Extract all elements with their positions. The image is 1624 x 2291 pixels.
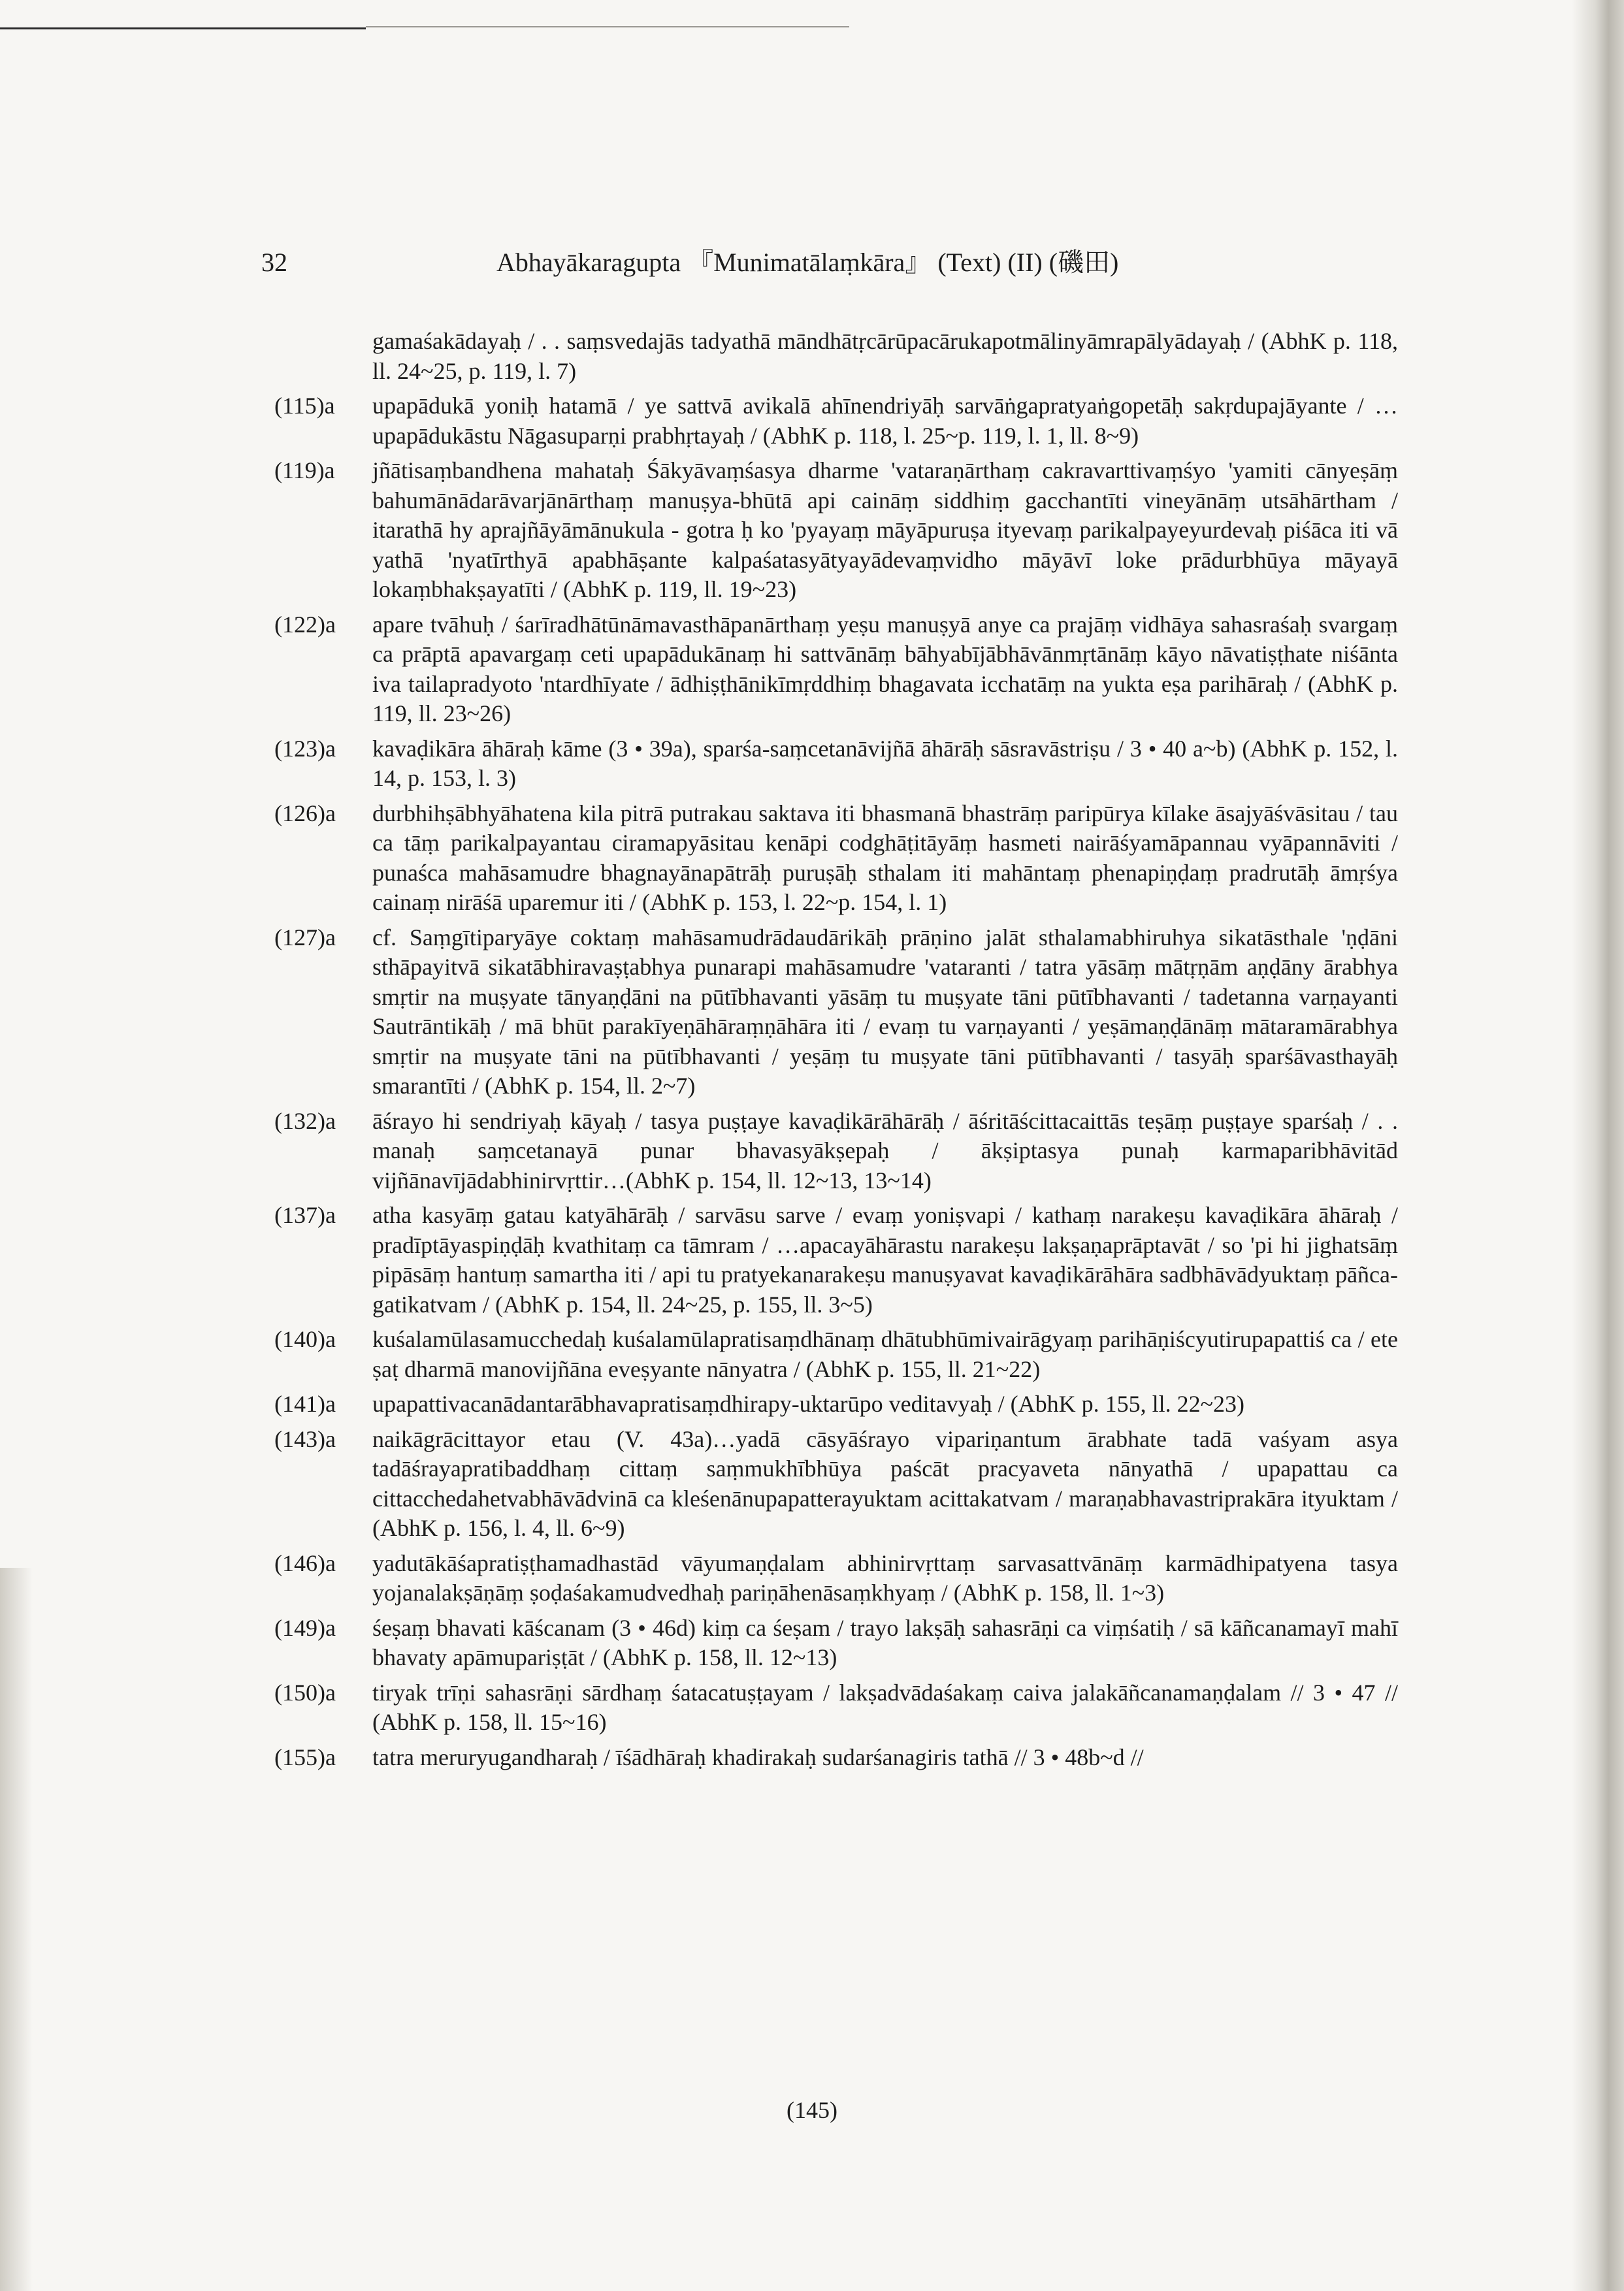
note-text: naikāgrācittayor etau (V. 43a)…yadā cāsyāśrayo vipariṇantum ārabhate tadā vaśyam asya tadāśrayapratibaddhaṃ cittaṃ saṃmukhībhūya paścāt pracyaveta nānyathā / upapattau ca cittacchedahetvabhāvādvinā ca kleśenānupapatterayuktam acittakatvam / maraṇabhavastriprakāra ityuktam / (AbhK p. 156, l. 4, ll. 6~9) xyxy=(372,1425,1398,1541)
note-text: durbhihṣābhyāhatena kila pitrā putrakau saktava iti bhasmanā bhastrāṃ paripūrya kīlake āsajyāśvāsitau / tau ca tāṃ parikalpayantau ciramapyāsitau kenāpi codghāṭitāyāṃ hasmeti nairāśyamāpannau vyāpannāviti / punaśca mahāsamudre bhagnayānapātrāḥ puruṣāḥ sthalam iti mahāntaṃ phenapiṇḍaṃ pradrutāḥ āmṛśya cainaṃ nirāśā uparemur iti / (AbhK p. 153, l. 22~p. 154, l. 1) xyxy=(372,800,1398,915)
notes-body xyxy=(274,327,1398,1778)
note-number: (137)a xyxy=(274,1202,336,1228)
note-text: atha kasyāṃ gatau katyāhārāḥ / sarvāsu sarve / evaṃ yoniṣvapi / kathaṃ narakeṣu kavaḍikāra āhāraḥ / pradīptāyaspiṇḍāḥ kvathitaṃ ca tāmram / …apacayāhārastu narakeṣu lakṣaṇaprāptavāt / so 'pi hi jighatsāṃ pipāsāṃ hantuṃ samartha iti / api tu pratyekanarakeṣu manuṣyavat kavaḍikārāhāra sadbhāvādyuktaṃ pāñca-gatikatvam / (AbhK p. 154, ll. 24~25, p. 155, ll. 3~5) xyxy=(372,1202,1398,1318)
top-rule xyxy=(0,27,366,29)
note-entry xyxy=(274,1425,1398,1544)
note-entry xyxy=(274,1549,1398,1608)
note-text: jñātisaṃbandhena mahataḥ Śākyāvaṃśasya dharme 'vataraṇārthaṃ cakravarttivaṃśyo 'yamiti cānyeṣāṃ bahumānādarāvarjānārthaṃ manuṣya-bhūtā api caināṃ siddhiṃ gacchantīti vineyānāṃ utsāhārtham / itarathā hy aprajñāyāmānukula - gotra ḥ ko 'pyayaṃ māyāpuruṣa ityevaṃ parikalpayeyurdevaḥ piśāca iti vā yathā 'nyatīrthyā apabhāṣante kalpaśatasyātyayādevaṃvidho māyāvī loke prādurbhūya māyayā lokaṃbhakṣayatīti / (AbhK p. 119, ll. 19~23) xyxy=(372,457,1398,602)
notes-list xyxy=(274,391,1398,1772)
note-number: (123)a xyxy=(274,735,336,762)
folio-number: (145) xyxy=(787,2097,837,2123)
note-text: upapattivacanādantarābhavapratisaṃdhirapy-uktarūpo veditavyaḥ / (AbhK p. 155, ll. 22~23) xyxy=(372,1391,1245,1417)
note-number: (132)a xyxy=(274,1107,336,1134)
note-number: (141)a xyxy=(274,1391,336,1417)
note-text: śeṣaṃ bhavati kāścanam (3 • 46d) kiṃ ca śeṣam / trayo lakṣāḥ sahasrāṇi ca viṃśatiḥ / sā kāñcanamayī mahī bhavaty apāmupariṣṭāt / (AbhK p. 158, ll. 12~13) xyxy=(372,1614,1398,1670)
note-entry xyxy=(274,456,1398,605)
note-entry xyxy=(274,1107,1398,1196)
note-entry xyxy=(274,1614,1398,1673)
running-title: Abhayākaragupta 『Munimatālaṃkāra』 (Text) (II) (磯田) xyxy=(496,248,1119,277)
note-entry xyxy=(274,799,1398,918)
note-number: (143)a xyxy=(274,1425,336,1452)
note-number: (155)a xyxy=(274,1744,336,1770)
note-text: kavaḍikāra āhāraḥ kāme (3 • 39a), sparśa-saṃcetanāvijñā āhārāḥ sāsravāstriṣu / 3 • 40 a~b) (AbhK p. 152, l. 14, p. 153, l. 3) xyxy=(372,735,1398,791)
note-entry xyxy=(274,1201,1398,1320)
note-text: tatra meruryugandharaḥ / īśādhāraḥ khadirakaḥ sudarśanagiris tathā // 3 • 48b~d // xyxy=(372,1744,1144,1770)
note-number: (122)a xyxy=(274,611,336,638)
note-number: (150)a xyxy=(274,1679,336,1706)
note-entry xyxy=(274,1325,1398,1384)
page-header xyxy=(261,243,1372,282)
note-text: cf. Saṃgītiparyāye coktaṃ mahāsamudrādaudārikāḥ prāṇino jalāt sthalamabhiruhya sikatāsthale 'ṇḍāni sthāpayitvā sikatābhiravaṣṭabhya punarapi mahāsamudre 'vataranti / tatra yāsāṃ mātṛṇām aṇḍāny ārabhya smṛtir na muṣyate tānyaṇḍāni na pūtībhavanti yāsāṃ tu muṣyate tāni pūtībhavanti / tadetanna varṇayanti Sautrāntikāḥ / mā bhūt parakīyeṇāhāraṃṇāhāra iti / evaṃ tu varṇayanti / yeṣāmaṇḍānāṃ mātaramārabhya smṛtir na muṣyate tāni na pūtībhavanti / yeṣāṃ tu muṣyate tāni pūtībhavanti / tasyāḥ sparśāvasthayāḥ smarantīti / (AbhK p. 154, ll. 2~7) xyxy=(372,924,1398,1099)
scan-shadow-left xyxy=(0,1568,33,2291)
continuation-paragraph xyxy=(274,327,1398,386)
note-text: tiryak trīṇi sahasrāṇi sārdhaṃ śatacatuṣṭayam / lakṣadvādaśakaṃ caiva jalakāñcanamaṇḍalam // 3 • 47 // (AbhK p. 158, ll. 15~16) xyxy=(372,1679,1398,1735)
note-entry xyxy=(274,1678,1398,1738)
note-entry xyxy=(274,734,1398,794)
note-number: (119)a xyxy=(274,457,335,483)
note-entry xyxy=(274,391,1398,451)
page-number: 32 xyxy=(261,248,287,277)
note-number: (115)a xyxy=(274,393,335,419)
note-entry xyxy=(274,923,1398,1101)
note-number: (146)a xyxy=(274,1550,336,1576)
note-text: kuśalamūlasamucchedaḥ kuśalamūlapratisaṃdhānaṃ dhātubhūmivairāgyaṃ parihāṇiścyutirupapattiś ca / ete ṣaṭ dharmā manovijñāna eveṣyante nānyatra / (AbhK p. 155, ll. 21~22) xyxy=(372,1326,1398,1382)
note-number: (126)a xyxy=(274,800,336,826)
top-rule-faint xyxy=(366,26,849,27)
continuation-text: gamaśakādayaḥ / . . saṃsvedajās tadyathā māndhātṛcārūpacārukapotmālinyāmrapālyādayaḥ / (AbhK p. 118, ll. 24~25, p. 119, l. 7) xyxy=(372,328,1398,384)
note-text: upapādukā yoniḥ hatamā / ye sattvā avikalā ahīnendriyāḥ sarvāṅgapratyaṅgopetāḥ sakṛdupajāyante / …upapādukāstu Nāgasuparṇi prabhṛtayaḥ / (AbhK p. 118, l. 25~p. 119, l. 1, ll. 8~9) xyxy=(372,393,1398,449)
note-entry xyxy=(274,610,1398,729)
note-entry xyxy=(274,1389,1398,1420)
scan-shadow-right xyxy=(1572,0,1624,2291)
note-number: (149)a xyxy=(274,1614,336,1641)
note-text: yadutākāśapratiṣṭhamadhastād vāyumaṇḍalam abhinirvṛttaṃ sarvasattvānāṃ karmādhipatyena tasya yojanalakṣāṇāṃ ṣoḍaśakamudvedhaḥ pariṇāhenāsaṃkhyaṃ / (AbhK p. 158, ll. 1~3) xyxy=(372,1550,1398,1606)
note-number: (127)a xyxy=(274,924,336,951)
note-entry xyxy=(274,1743,1398,1773)
note-number: (140)a xyxy=(274,1326,336,1352)
note-text: āśrayo hi sendriyaḥ kāyaḥ / tasya puṣṭaye kavaḍikārāhārāḥ / āśritāścittacaittās teṣāṃ puṣṭaye sparśaḥ / . . manaḥ saṃcetanayā punar bhavasyākṣepaḥ / ākṣiptasya punaḥ karmaparibhāvitād vijñānavījādabhinirvṛttir…(AbhK p. 154, ll. 12~13, 13~14) xyxy=(372,1107,1398,1194)
note-text: apare tvāhuḥ / śarīradhātūnāmavasthāpanārthaṃ yeṣu manuṣyā anye ca prajāṃ vidhāya sahasraśaḥ svargaṃ ca prāptā apavargaṃ ceti upapādukānaṃ hi sattvānāṃ bāhyabījābhāvānmṛtānāṃ kāyo nāvatiṣṭhate niśānta iva tailapradyoto 'ntardhīyate / ādhiṣṭhānikīmṛddhiṃ bhagavata icchatāṃ na yukta eṣa parihāraḥ / (AbhK p. 119, ll. 23~26) xyxy=(372,611,1398,726)
